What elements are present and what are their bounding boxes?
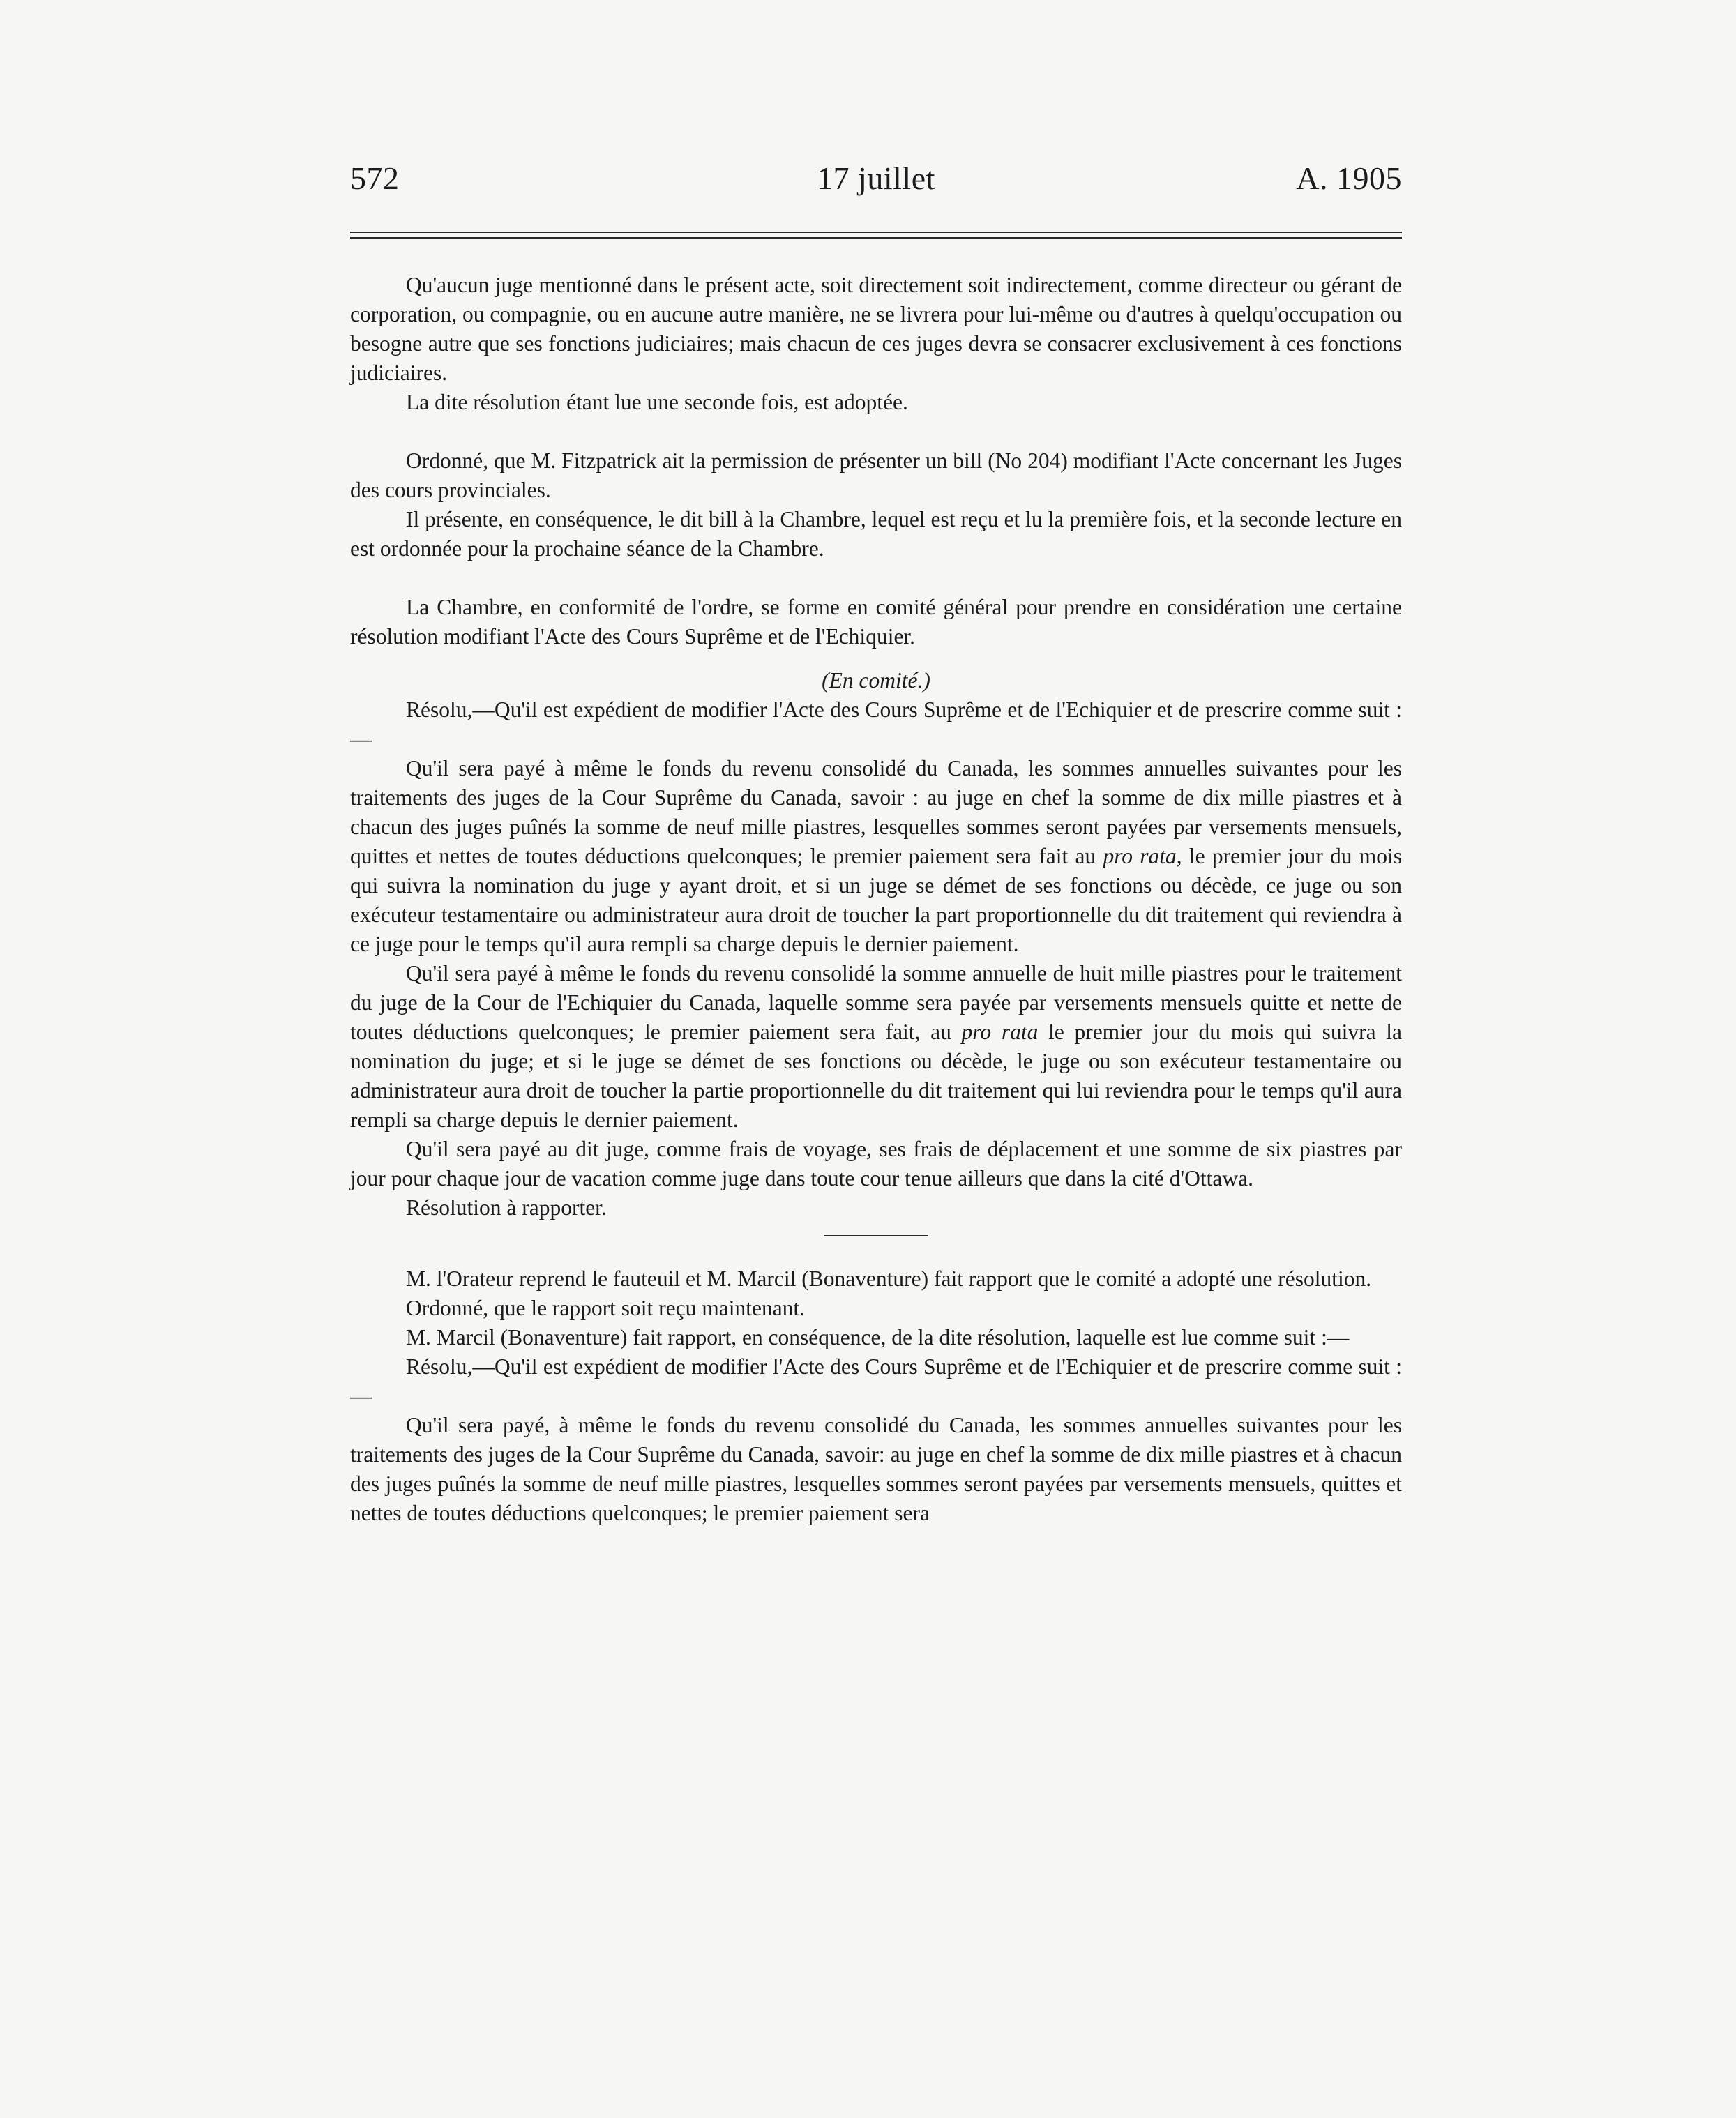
paragraph-text: le premier jour du mois qui suivra la nomination du juge; et si le juge se démet de ses fonctions ou décède, le juge ou son exécuteur testamentaire ou administrateur aura droit de toucher la partie proportionnelle du dit traitement qui lui reviendra pour le temps qu'il aura rempli sa charge depuis le dernier paiement. <box>350 1020 1402 1132</box>
paragraph: Ordonné, que le rapport soit reçu maintenant. <box>406 1296 806 1320</box>
committee-heading-text: (En comité.) <box>822 668 930 693</box>
committee-heading <box>350 666 1402 695</box>
paragraph: Qu'aucun juge mentionné dans le présent acte, soit directement soit indirectement, comme directeur ou gérant de corporation, ou compagnie, ou en aucune autre manière, ne se livrera pour lui-même ou d'autres à quelqu'occupation ou besogne autre que ses fonctions judiciaires; mais chacun de ces juges devra se consacrer exclusivement à ces fonctions judiciaires. <box>350 273 1402 385</box>
paragraph: Qu'il sera payé, à même le fonds du revenu consolidé du Canada, les sommes annuelles suivantes pour les traitements des juges de la Cour Suprême du Canada, savoir: au juge en chef la somme de dix mille piastres et à chacun des juges puînés la somme de neuf mille piastres, lesquelles sommes seront payées par versements mensuels, quittes et nettes de toutes déductions quelconques; le premier paiement sera <box>350 1413 1402 1525</box>
paragraph: Résolu,—Qu'il est expédient de modifier l'Acte des Cours Suprême et de l'Echiquier et de prescrire comme suit :— <box>350 697 1402 751</box>
page-number: 572 <box>350 160 400 196</box>
paragraph: Ordonné, que M. Fitzpatrick ait la permission de présenter un bill (No 204) modifiant l'Acte concernant les Juges des cours provinciales. <box>350 448 1402 502</box>
page-header <box>350 156 1402 205</box>
paragraph: Résolu,—Qu'il est expédient de modifier l'Acte des Cours Suprême et de l'Echiquier et de prescrire comme suit :— <box>350 1354 1402 1408</box>
header-year: A. 1905 <box>1296 160 1402 196</box>
paragraph: La dite résolution étant lue une seconde fois, est adoptée. <box>406 390 908 414</box>
paragraph-text: , le premier jour du mois qui suivra la nomination du juge y ayant droit, et si un juge se démet de ses fonctions ou décède, ce juge ou son exécuteur testamentaire ou administrateur aura droit de toucher la part proportionnelle du dit traitement qui reviendra à ce juge pour le temps qu'il aura rempli sa charge depuis le dernier paiement. <box>350 844 1403 956</box>
body-text <box>350 271 1402 1528</box>
paragraph: La Chambre, en conformité de l'ordre, se forme en comité général pour prendre en considération une certaine résolution modifiant l'Acte des Cours Suprême et de l'Echiquier. <box>350 595 1402 649</box>
paragraph-text: Qu'il sera payé à même le fonds du revenu consolidé du Canada, les sommes annuelles suivantes pour les traitements des juges de la Cour Suprême du Canada, savoir : au juge en chef la somme de dix mille piastres et à chacun des juges puînés la somme de neuf mille piastres, lesquelles sommes seront payées par versements mensuels, quittes et nettes de toutes déductions quelconques; le premier paiement sera fait au <box>350 756 1402 868</box>
latin-term: pro rata <box>1103 844 1177 868</box>
header-double-rule <box>350 232 1402 239</box>
paragraph: M. Marcil (Bonaventure) fait rapport, en conséquence, de la dite résolution, laquelle est lue comme suit :— <box>406 1325 1350 1349</box>
paragraph <box>350 959 1402 1135</box>
paragraph-text: Qu'il sera payé à même le fonds du revenu consolidé la somme annuelle de huit mille piastres pour le traitement du juge de la Cour de l'Echiquier du Canada, laquelle somme sera payée par versements mensuels quitte et nette de toutes déductions quelconques; le premier paiement sera fait, au <box>350 961 1402 1044</box>
header-date: 17 juillet <box>817 160 935 196</box>
paragraph: Résolution à rapporter. <box>406 1195 607 1220</box>
paragraph: Qu'il sera payé au dit juge, comme frais de voyage, ses frais de déplacement et une somme de six piastres par jour pour chaque jour de vacation comme juge dans toute cour tenue ailleurs que dans la cité d'Ottawa. <box>350 1137 1402 1190</box>
paragraph: M. l'Orateur reprend le fauteuil et M. Marcil (Bonaventure) fait rapport que le comité a adopté une résolution. <box>406 1266 1372 1291</box>
paragraph: Il présente, en conséquence, le dit bill à la Chambre, lequel est reçu et lu la première fois, et la seconde lecture en est ordonnée pour la prochaine séance de la Chambre. <box>350 507 1402 561</box>
paragraph <box>350 754 1402 959</box>
section-divider <box>824 1235 928 1236</box>
latin-term: pro rata <box>961 1020 1039 1044</box>
